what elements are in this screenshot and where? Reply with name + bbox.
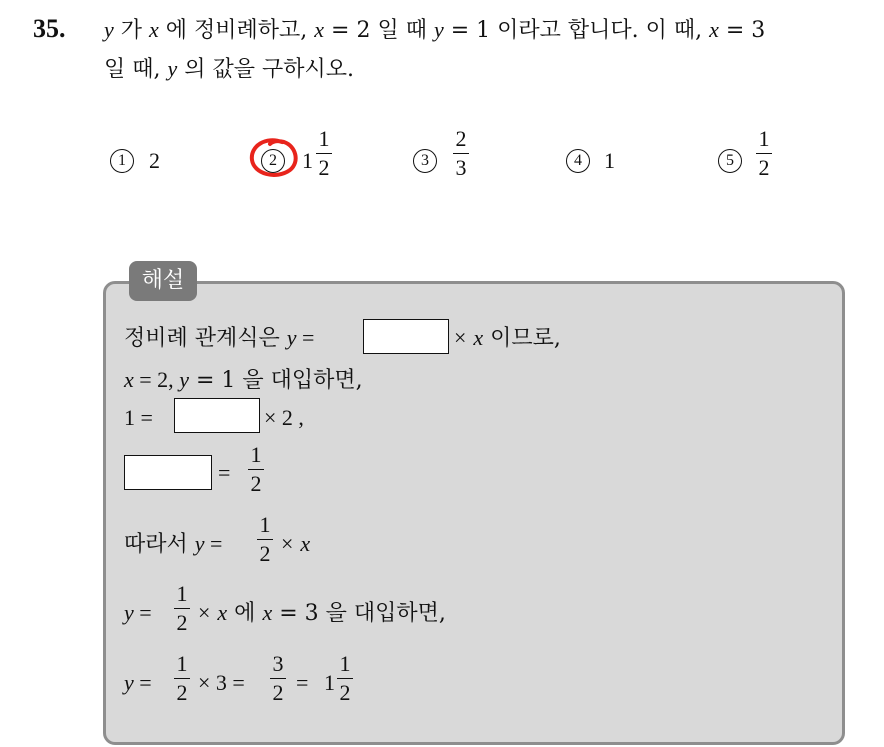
solution-line-5: 따라서 y = [124, 531, 223, 557]
solution-line-6-head: y = [124, 600, 152, 625]
solution-line-2: x = 2, y = 1 을 대입하면, [124, 367, 363, 393]
question-number: 35. [33, 14, 66, 43]
choice-2-fraction: 1 2 [316, 128, 332, 179]
choice-4-value: 1 [604, 148, 615, 173]
solution-line-3: 1 = [124, 405, 153, 430]
choice-2-mark: 2 [261, 149, 285, 173]
solution-line-1-tail: × x 이므로, [454, 325, 561, 351]
choice-4-mark: 4 [566, 149, 590, 173]
solution-tag: 해설 [129, 261, 197, 301]
solution-line-7-mid: × 3 = [198, 670, 245, 695]
answer-blank-3[interactable] [124, 455, 212, 490]
answer-blank-1[interactable] [363, 319, 449, 354]
answer-blank-2[interactable] [174, 398, 260, 433]
choice-2-whole: 1 [302, 148, 313, 173]
choice-1-mark: 1 [110, 149, 134, 173]
choice-5-fraction: 1 2 [756, 128, 772, 179]
solution-line-4-eq: = [218, 460, 231, 485]
question-line-2: 일 때, y 의 값을 구하시오. [104, 56, 354, 82]
solution-line-7-head: y = [124, 670, 152, 695]
solution-line-5-tail: × x [281, 531, 311, 556]
question-line-1: y 가 x 에 정비례하고, x = 2 일 때 y = 1 이라고 합니다. 이 때, x = 3 [104, 17, 766, 43]
solution-line-1: 정비례 관계식은 y = [124, 325, 315, 351]
solution-line-3-tail: × 2 , [264, 405, 304, 430]
solution-line-7-eq2: = [296, 670, 309, 695]
solution-line-6-tail: × x 에 x = 3 을 대입하면, [198, 600, 446, 626]
solution-line-7-fraction-3: 1 2 [337, 653, 353, 704]
solution-line-7-fraction-1: 1 2 [174, 653, 190, 704]
choice-5-mark: 5 [718, 149, 742, 173]
solution-line-5-fraction: 1 2 [257, 514, 273, 565]
solution-line-7-fraction-2: 3 2 [270, 653, 286, 704]
solution-line-7-whole: 1 [324, 670, 335, 695]
choice-3-mark: 3 [413, 149, 437, 173]
choice-3-fraction: 2 3 [453, 128, 469, 179]
solution-line-6-fraction: 1 2 [174, 583, 190, 634]
solution-line-4-fraction: 1 2 [248, 444, 264, 495]
choice-1-value: 2 [149, 148, 160, 173]
